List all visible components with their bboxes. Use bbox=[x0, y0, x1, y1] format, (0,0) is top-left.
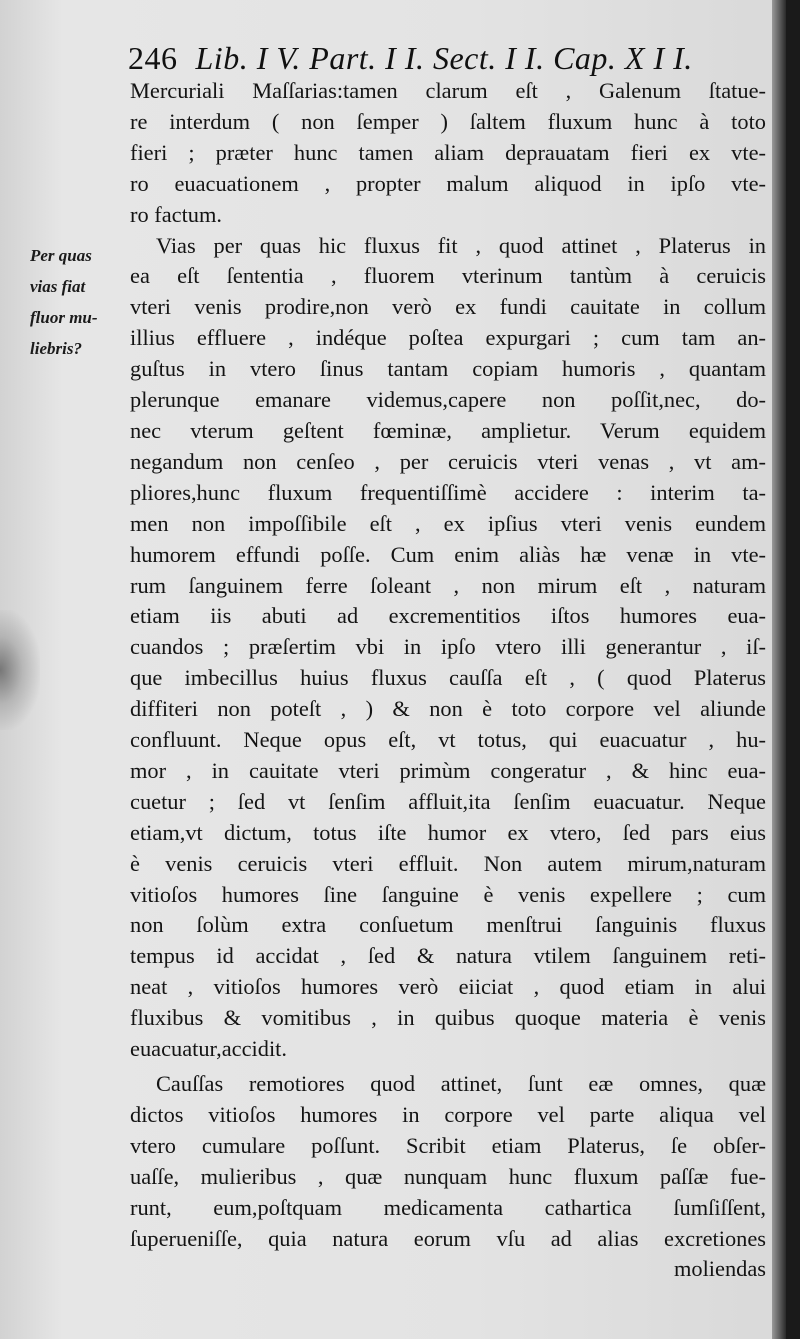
text-line: illius effluere , indéque poſtea expurgari ; cum tam an- bbox=[130, 325, 766, 351]
text-line: rum ſanguinem ferre ſoleant , non mirum eſt , naturam bbox=[130, 572, 766, 598]
text-line: dictos vitioſos humores in corpore vel parte aliqua vel bbox=[130, 1101, 766, 1127]
margin-note-line: liebris? bbox=[30, 339, 82, 358]
text-line: diffiteri non poteſt , ) & non è toto corpore vel aliunde bbox=[130, 696, 766, 722]
text-line: fieri ; præter hunc tamen aliam deprauatam fieri ex vte- bbox=[130, 139, 766, 165]
text-line: negandum non cenſeo , per ceruicis vteri venas , vt am- bbox=[130, 448, 766, 474]
text-line: uaſſe, mulieribus , quæ nunquam hunc fluxum paſſæ fue- bbox=[130, 1163, 766, 1189]
page-stain bbox=[0, 610, 40, 730]
text-line: plerunque emanare videmus,capere non poſſit,nec, do- bbox=[130, 387, 766, 413]
text-line: ea eſt ſententia , fluorem vterinum tantùm à ceruicis bbox=[130, 263, 766, 289]
text-line: vitioſos humores ſine ſanguine è venis expellere ; cum bbox=[130, 881, 766, 907]
page-number: 246 bbox=[128, 40, 178, 76]
text-line: cuetur ; ſed vt ſenſim affluit,ita ſenſim euacuatur. Neque bbox=[130, 788, 766, 814]
text-line: men non impoſſibile eſt , ex ipſius vteri venis eundem bbox=[130, 510, 766, 536]
text-line: ro factum. bbox=[130, 201, 223, 227]
text-line: vtero cumulare poſſunt. Scribit etiam Platerus, ſe obſer- bbox=[130, 1132, 766, 1158]
text-line: ro euacuationem , propter malum aliquod in ipſo vte- bbox=[130, 170, 766, 196]
text-line: Cauſſas remotiores quod attinet, ſunt eæ omnes, quæ bbox=[156, 1071, 766, 1096]
text-line: Mercuriali Maſſarias:tamen clarum eſt , Galenum ſtatue- bbox=[130, 78, 766, 103]
margin-note-line: Per quas bbox=[30, 246, 92, 265]
text-line: runt, eum,poſtquam medicamenta cathartica ſumſiſſent, bbox=[130, 1194, 766, 1220]
paragraph-1 bbox=[130, 76, 766, 231]
text-line: etiam iis abuti ad excrementitios iſtos humores eua- bbox=[130, 603, 766, 629]
text-line: non ſolùm extra conſuetum menſtrui ſanguinis fluxus bbox=[130, 912, 766, 938]
text-line: etiam,vt dictum, totus iſte humor ex vtero, ſed pars eius bbox=[130, 819, 766, 845]
running-title: Lib. I V. Part. I I. Sect. I I. Cap. X I I. bbox=[195, 40, 693, 76]
text-line: re interdum ( non ſemper ) ſaltem fluxum hunc à toto bbox=[130, 108, 766, 134]
text-line: pliores,hunc fluxum frequentiſſimè accidere : interim ta- bbox=[130, 479, 766, 505]
text-line: guſtus in vtero ſinus tantam copiam humoris , quantam bbox=[130, 356, 766, 382]
text-line: nec vterum geſtent fœminæ, amplietur. Verum equidem bbox=[130, 417, 766, 443]
body-text bbox=[130, 76, 766, 1285]
margin-note-line: vias fiat bbox=[30, 277, 86, 296]
text-line: humorem effundi poſſe. Cum enim aliàs hæ venæ in vte- bbox=[130, 541, 766, 567]
text-line: vteri venis prodire,non verò ex fundi cauitate in collum bbox=[130, 294, 766, 320]
text-line: que imbecillus huius fluxus cauſſa eſt , ( quod Platerus bbox=[130, 665, 766, 691]
text-line: Vias per quas hic fluxus fit , quod attinet , Platerus in bbox=[156, 232, 766, 258]
text-line: mor , in cauitate vteri primùm congeratur , & hinc eua- bbox=[130, 757, 766, 783]
paragraph-2 bbox=[130, 231, 766, 1065]
text-line: è venis ceruicis vteri effluit. Non autem mirum,naturam bbox=[130, 850, 766, 876]
text-line: neat , vitioſos humores verò eiiciat , quod etiam in alui bbox=[130, 974, 766, 1000]
page-edge-shadow bbox=[772, 0, 786, 1339]
paragraph-3 bbox=[130, 1069, 766, 1254]
text-line: cuandos ; præſertim vbi in ipſo vtero illi generantur , iſ- bbox=[130, 634, 766, 660]
catchword: moliendas bbox=[673, 1256, 766, 1282]
text-line: euacuatur,accidit. bbox=[130, 1036, 287, 1062]
text-line: ſuperueniſſe, quia natura eorum vſu ad alias excretiones bbox=[130, 1225, 766, 1251]
running-header bbox=[128, 40, 768, 77]
margin-note-line: fluor mu- bbox=[30, 308, 98, 327]
text-line: tempus id accidat , ſed & natura vtilem ſanguinem reti- bbox=[130, 943, 766, 969]
text-line: confluunt. Neque opus eſt, vt totus, qui euacuatur , hu- bbox=[130, 727, 766, 753]
margin-note bbox=[30, 240, 122, 364]
text-line: fluxibus & vomitibus , in quibus quoque materia è venis bbox=[130, 1005, 766, 1031]
